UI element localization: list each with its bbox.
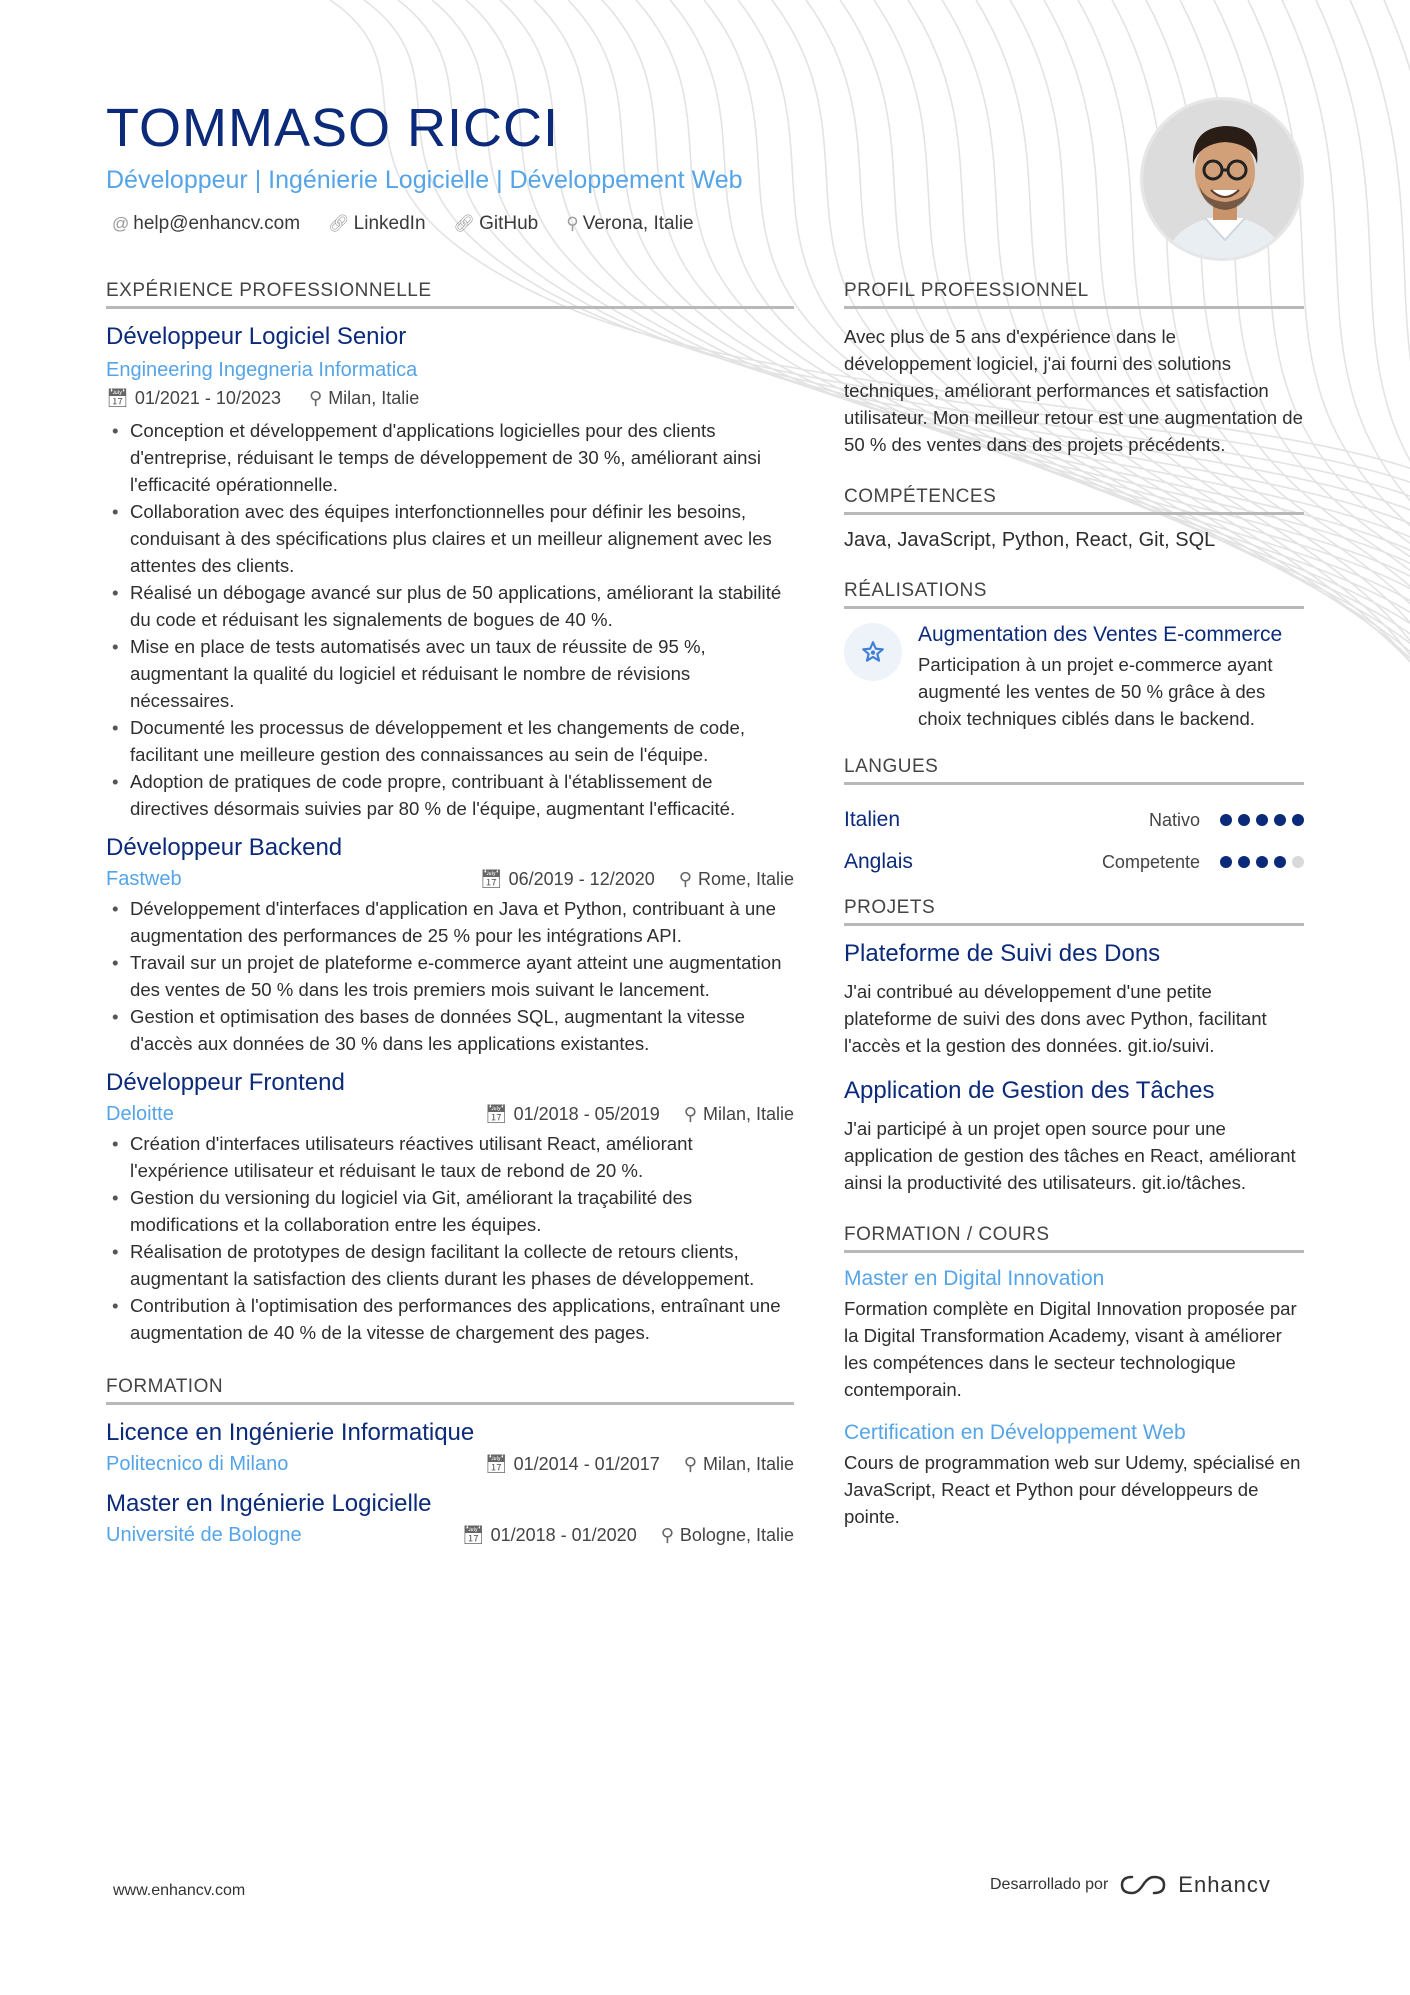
language-rating	[1220, 856, 1304, 868]
linkedin-text: LinkedIn	[353, 213, 426, 234]
skills-section-title: COMPÉTENCES	[844, 486, 1304, 515]
bullet-item: • Collaboration avec des équipes interfonctionnelles pour définir les besoins, conduisant à des spécifications plus claires et un meilleur alignement avec les attentes des clients.	[106, 498, 794, 579]
rating-dot-filled	[1256, 856, 1268, 868]
education-dates: 01/2014 - 01/2017	[513, 1454, 660, 1474]
project-text: J'ai contribué au développement d'une petite plateforme de suivi des dons avec Python, facilitant l'accès et la gestion des données. git.io/suivi.	[844, 981, 1267, 1056]
project-title: Plateforme de Suivi des Dons	[844, 940, 1161, 967]
email-text: help@enhancv.com	[133, 213, 301, 234]
achievement-title: Augmentation des Ventes E-commerce	[918, 623, 1283, 646]
achievements-section-title: RÉALISATIONS	[844, 580, 1304, 609]
rating-dot-filled	[1274, 856, 1286, 868]
wave-line	[1316, 0, 1410, 984]
bullet-item: • Gestion et optimisation des bases de données SQL, augmentant la vitesse d'accès aux données de 30 % dans les applications existantes.	[106, 1003, 794, 1057]
location-pin-icon: ⚲	[683, 1454, 697, 1474]
bullet-item: • Contribution à l'optimisation des performances des applications, entraînant une augmentation de 40 % de la vitesse de chargement des pages.	[106, 1292, 794, 1346]
bullet-item: • Conception et développement d'applications logicielles pour des clients d'entreprise, réduisant le temps de développement de 30 %, améliorant ainsi l'efficacité opérationnelle.	[106, 417, 794, 498]
profile-photo	[1140, 97, 1304, 261]
bullet-item: • Développement d'interfaces d'application en Java et Python, contribuant à une augmentation des performances de 25 % pour les intégrations API.	[106, 895, 794, 949]
course-item	[844, 1267, 1304, 1403]
company-name: Engineering Ingegneria Informatica	[106, 359, 418, 381]
job-meta	[106, 868, 794, 891]
location-pin-icon: ⚲	[678, 869, 692, 889]
rating-dot-filled	[1292, 814, 1304, 826]
location-text: Verona, Italie	[582, 213, 694, 234]
at-icon: @	[112, 214, 130, 233]
avatar	[1143, 100, 1304, 261]
course-item	[844, 1421, 1304, 1530]
job-bullets	[106, 417, 794, 822]
job-bullets	[106, 1130, 794, 1346]
courses-section-title: FORMATION / COURS	[844, 1224, 1304, 1253]
education-meta	[106, 1524, 794, 1547]
achievement-text: Participation à un projet e-commerce ayant augmenté les ventes de 50 % grâce à des choix techniques ciblés dans le backend.	[918, 654, 1273, 729]
rating-dot-filled	[1220, 814, 1232, 826]
bullet-item: • Travail sur un projet de plateforme e-commerce ayant atteint une augmentation des ventes de 50 % dans les trois premiers mois suivant le lancement.	[106, 949, 794, 1003]
contact-email[interactable]	[112, 213, 300, 235]
company-name: Deloitte	[106, 1103, 174, 1125]
contact-row	[106, 213, 1106, 235]
candidate-name: TOMMASO RICCI	[106, 98, 560, 158]
link-icon: 🔗︎	[453, 214, 476, 233]
job-dates: 06/2019 - 12/2020	[508, 869, 655, 889]
job-title: Développeur Frontend	[106, 1069, 345, 1096]
job-bullets	[106, 895, 794, 1057]
job-entry	[106, 1069, 794, 1346]
languages-list	[844, 799, 1304, 883]
profile-section-title: PROFIL PROFESSIONNEL	[844, 280, 1304, 309]
rating-dot-filled	[1220, 856, 1232, 868]
course-text: Cours de programmation web sur Udemy, spécialisé en JavaScript, React et Python pour développeurs de pointe.	[844, 1452, 1301, 1527]
bullet-item: • Mise en place de tests automatisés avec un taux de réussite de 95 %, augmentant la qualité du logiciel et réduisant le nombre de révisions nécessaires.	[106, 633, 794, 714]
job-meta	[106, 388, 794, 409]
achievement-item	[844, 623, 1304, 732]
education-location: Milan, Italie	[702, 1454, 794, 1474]
contact-linkedin[interactable]	[328, 213, 425, 235]
language-row	[844, 799, 1304, 841]
wave-line	[1350, 0, 1410, 1000]
right-column	[844, 280, 1304, 1530]
language-level: Competente	[1101, 851, 1200, 872]
enhancv-logo-icon	[1120, 1873, 1166, 1897]
github-text: GitHub	[479, 213, 539, 234]
degree-title: Licence en Ingénierie Informatique	[106, 1419, 475, 1446]
link-icon: 🔗︎	[328, 214, 350, 233]
bullet-item: • Réalisation de prototypes de design facilitant la collecte de retours clients, augmentant la satisfaction des clients durant les phases de développement.	[106, 1238, 794, 1292]
location-pin-icon: ⚲	[683, 1104, 697, 1124]
language-name: Anglais	[844, 850, 913, 873]
project-item	[844, 940, 1304, 1059]
rating-dot-filled	[1238, 814, 1250, 826]
bullet-item: • Création d'interfaces utilisateurs réactives utilisant React, améliorant l'expérience utilisateur et réduisant le taux de rebond de 20 %.	[106, 1130, 794, 1184]
languages-section-title: LANGUES	[844, 756, 1304, 785]
contact-github[interactable]	[454, 213, 539, 235]
experience-section-title: EXPÉRIENCE PROFESSIONNELLE	[106, 280, 794, 309]
project-text: J'ai participé à un projet open source pour une application de gestion des tâches en React, améliorant ainsi la productivité des utilisateurs. git.io/tâches.	[844, 1118, 1296, 1193]
calendar-icon: 📅︎	[479, 869, 503, 889]
job-dates: 01/2018 - 05/2019	[513, 1104, 660, 1124]
job-entry	[106, 323, 794, 822]
location-pin-icon: ⚲	[309, 388, 323, 408]
job-title: Développeur Backend	[106, 834, 343, 861]
course-text: Formation complète en Digital Innovation proposée par la Digital Transformation Academy, visant à améliorer les compétences dans le secteur technologique contemporain.	[844, 1298, 1297, 1400]
job-location: Rome, Italie	[697, 869, 794, 889]
project-item	[844, 1077, 1304, 1196]
language-row	[844, 841, 1304, 883]
course-title: Certification en Développement Web	[844, 1421, 1186, 1444]
job-entry	[106, 834, 794, 1057]
job-meta	[106, 1103, 794, 1126]
rating-dot-filled	[1238, 856, 1250, 868]
education-location: Bologne, Italie	[679, 1525, 794, 1545]
job-dates: 01/2021 - 10/2023	[134, 388, 281, 408]
company-name: Fastweb	[106, 868, 182, 890]
job-title: Développeur Logiciel Senior	[106, 323, 407, 350]
brand-name: Enhancv	[1178, 1872, 1271, 1897]
education-dates: 01/2018 - 01/2020	[490, 1525, 637, 1545]
footer-branding	[990, 1872, 1271, 1898]
calendar-icon: 📅︎	[461, 1525, 485, 1545]
wave-line	[1384, 0, 1410, 1016]
profile-text: Avec plus de 5 ans d'expérience dans le développement logiciel, j'ai fourni des solutions techniques, améliorant performances et satisfaction utilisateur. Mon meilleur retour est une augmentation de 50 % des ventes dans des projets précédents.	[844, 326, 1303, 455]
powered-by-label: Desarrollado por	[990, 1876, 1109, 1893]
header	[106, 98, 1106, 235]
job-location: Milan, Italie	[702, 1104, 794, 1124]
course-title: Master en Digital Innovation	[844, 1267, 1105, 1290]
school-name: Politecnico di Milano	[106, 1453, 289, 1475]
skills-list: Java, JavaScript, Python, React, Git, SQL	[844, 529, 1216, 551]
rating-dot-empty	[1292, 856, 1304, 868]
language-rating	[1220, 814, 1304, 826]
calendar-icon: 📅︎	[484, 1104, 508, 1124]
language-level: Nativo	[1148, 809, 1200, 830]
school-name: Université de Bologne	[106, 1524, 302, 1546]
bullet-item: • Adoption de pratiques de code propre, contribuant à l'établissement de directives désormais suivies par 80 % de l'équipe, augmentant l'efficacité.	[106, 768, 794, 822]
job-location: Milan, Italie	[328, 388, 420, 408]
bullet-item: • Documenté les processus de développement et les changements de code, facilitant une meilleure gestion des connaissances au sein de l'équipe.	[106, 714, 794, 768]
degree-title: Master en Ingénierie Logicielle	[106, 1490, 432, 1517]
candidate-subtitle: Développeur | Ingénierie Logicielle | Développement Web	[106, 166, 743, 194]
education-section-title: FORMATION	[106, 1376, 794, 1405]
contact-location	[566, 213, 693, 235]
footer-website[interactable]: www.enhancv.com	[113, 1882, 246, 1899]
calendar-icon: 📅︎	[106, 388, 129, 408]
left-column	[106, 280, 794, 1547]
language-name: Italien	[844, 808, 901, 831]
education-entry	[106, 1419, 794, 1476]
education-entry	[106, 1490, 794, 1547]
projects-section-title: PROJETS	[844, 897, 1304, 926]
bullet-item: • Réalisé un débogage avancé sur plus de 50 applications, améliorant la stabilité du code et réduisant les signalements de bogues de 40 %.	[106, 579, 794, 633]
education-meta	[106, 1453, 794, 1476]
calendar-icon: 📅︎	[484, 1454, 508, 1474]
project-title: Application de Gestion des Tâches	[844, 1077, 1215, 1104]
location-pin-icon: ⚲	[660, 1525, 674, 1545]
rating-dot-filled	[1256, 814, 1268, 826]
rating-dot-filled	[1274, 814, 1286, 826]
location-pin-icon: ⚲	[566, 214, 579, 233]
bullet-item: • Gestion du versioning du logiciel via Git, améliorant la traçabilité des modifications et la collaboration entre les équipes.	[106, 1184, 794, 1238]
star-icon	[844, 623, 902, 681]
